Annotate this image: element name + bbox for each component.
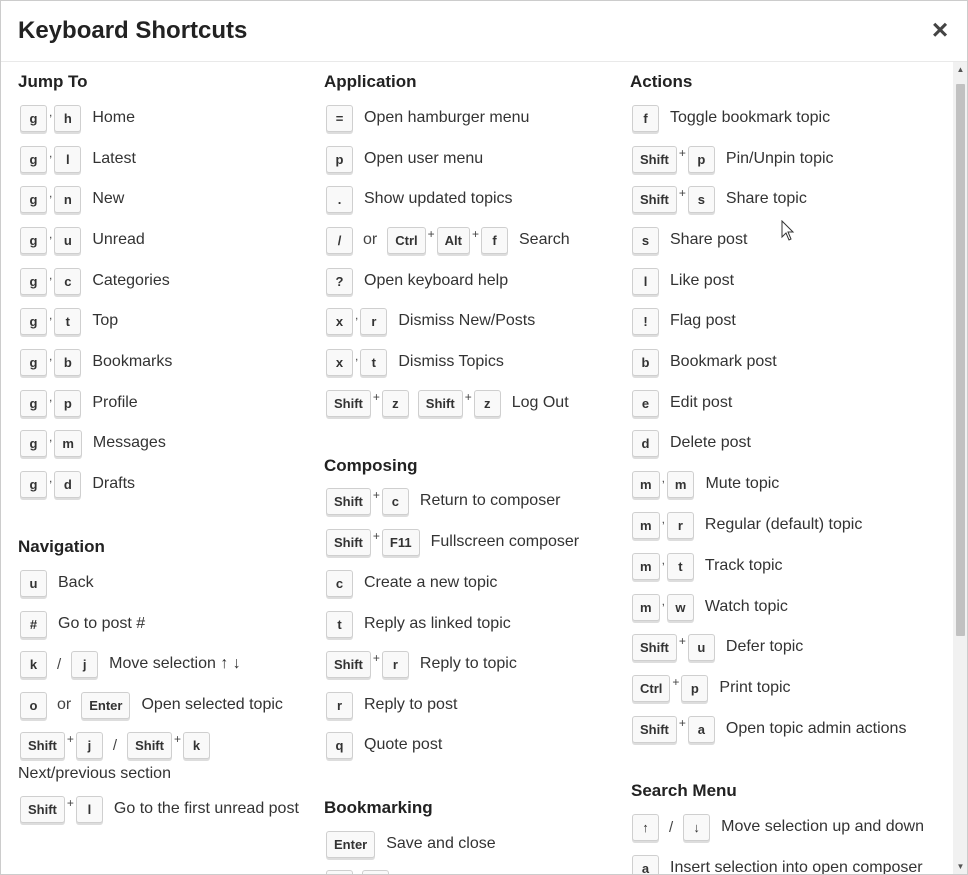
arrow-down-icon: ↓ <box>683 814 710 841</box>
key-cap: p <box>326 146 353 173</box>
section-title-navigation: Navigation <box>18 537 105 556</box>
shortcut-row <box>326 730 442 760</box>
key-cap: Enter <box>81 692 130 719</box>
shortcut-label: Drafts <box>92 475 136 492</box>
shortcut-row <box>326 649 517 679</box>
shortcut-label: Track topic <box>704 557 783 574</box>
or-separator: or <box>57 696 72 713</box>
shortcut-label: Defer topic <box>725 638 804 655</box>
shortcut-row <box>326 266 508 296</box>
scroll-down-arrow-icon[interactable]: ▼ <box>956 862 965 871</box>
key-cap: ! <box>632 308 659 335</box>
key-cap: . <box>326 186 353 213</box>
shortcut-label: Fullscreen composer <box>430 533 580 550</box>
key-cap: g <box>20 105 47 132</box>
plus-separator: + <box>678 186 686 200</box>
shortcut-row <box>632 592 788 622</box>
key-cap: f <box>632 105 659 132</box>
modal-title: Keyboard Shortcuts <box>18 17 248 44</box>
shortcut-label: Bookmark post <box>670 353 777 370</box>
modal-header <box>1 1 967 62</box>
shortcut-row <box>632 632 803 662</box>
shortcut-row <box>326 225 570 255</box>
key-cap: c <box>382 488 409 515</box>
shortcut-label: Log Out <box>511 394 569 411</box>
key-cap: l <box>632 268 659 295</box>
shortcut-label: Unread <box>92 231 145 248</box>
key-cap: r <box>382 651 409 678</box>
key-cap: # <box>20 611 47 638</box>
key-cap: Shift <box>418 390 463 417</box>
key-cap: m <box>667 471 695 498</box>
shortcut-label: Return to composer <box>419 492 561 509</box>
key-cap: x <box>326 349 353 376</box>
section-title-search-menu: Search Menu <box>631 781 737 800</box>
scroll-up-arrow-icon[interactable]: ▲ <box>956 65 965 74</box>
shortcut-row <box>20 568 94 598</box>
plus-separator: + <box>372 488 380 502</box>
shortcut-label: Profile <box>92 394 138 411</box>
shortcut-label: Quote post <box>364 736 443 753</box>
key-cap: d <box>632 430 659 457</box>
shortcut-row <box>632 853 923 875</box>
shortcut-label: Move selection up and down <box>721 818 924 835</box>
shortcut-label: Search <box>519 231 570 248</box>
key-cap: F11 <box>382 529 420 556</box>
comma-separator: , <box>661 553 665 567</box>
close-icon[interactable]: × <box>931 14 949 45</box>
key-cap: g <box>20 349 47 376</box>
shortcut-row <box>632 225 747 255</box>
shortcut-row <box>326 103 529 133</box>
comma-separator: , <box>49 308 53 322</box>
shortcut-row <box>326 184 513 214</box>
shortcut-label: Share topic <box>725 190 807 207</box>
shortcut-label: Toggle bookmark topic <box>670 109 831 126</box>
key-cap: = <box>326 105 353 132</box>
shortcut-label: Share post <box>670 231 748 248</box>
shortcut-label: Mute topic <box>705 475 780 492</box>
key-cap <box>326 870 353 875</box>
shortcut-label: Print topic <box>719 679 791 696</box>
key-cap: g <box>20 186 47 213</box>
shortcut-label: Open topic admin actions <box>725 720 907 737</box>
shortcut-row <box>632 673 791 703</box>
slash-separator: / <box>57 655 62 673</box>
key-cap: Shift <box>127 732 172 759</box>
section-title-bookmarking: Bookmarking <box>324 798 433 817</box>
key-cap: ? <box>326 268 353 295</box>
comma-separator: , <box>661 471 665 485</box>
key-cap: q <box>326 732 353 759</box>
shortcut-row <box>20 266 170 296</box>
arrow-up-icon: ↑ <box>632 814 659 841</box>
key-cap: Shift <box>632 146 677 173</box>
shortcut-label: Messages <box>92 434 166 451</box>
shortcut-row <box>632 144 834 174</box>
plus-separator: + <box>66 732 74 746</box>
plus-separator: + <box>372 651 380 665</box>
key-cap: b <box>54 349 81 376</box>
key-cap: Shift <box>326 529 371 556</box>
shortcut-label: Go to the first unread post <box>113 800 299 817</box>
key-cap: l <box>54 146 81 173</box>
shortcut-row <box>20 388 138 418</box>
shortcut-label: Open keyboard help <box>364 272 509 289</box>
key-cap: Enter <box>326 831 375 858</box>
shortcut-row <box>326 690 457 720</box>
key-cap: w <box>667 594 694 621</box>
section-title-jump-to: Jump To <box>18 72 88 91</box>
shortcut-row <box>632 184 807 214</box>
key-cap: / <box>326 227 353 254</box>
shortcut-label: Dismiss Topics <box>398 353 504 370</box>
plus-separator: + <box>678 146 686 160</box>
key-cap: p <box>688 146 715 173</box>
shortcut-row <box>632 469 779 499</box>
scrollbar-thumb[interactable] <box>956 84 965 636</box>
key-cap: b <box>632 349 659 376</box>
key-cap: Shift <box>326 488 371 515</box>
key-cap: x <box>326 308 353 335</box>
key-cap: g <box>20 430 47 457</box>
key-cap: m <box>632 594 660 621</box>
plus-separator: + <box>678 634 686 648</box>
shortcut-label: Open user menu <box>364 150 484 167</box>
comma-separator: , <box>49 105 53 119</box>
shortcut-label: New <box>92 190 125 207</box>
key-cap: m <box>54 430 82 457</box>
shortcut-label: Top <box>92 312 119 329</box>
plus-separator: + <box>678 716 686 730</box>
vertical-scrollbar[interactable] <box>953 62 968 875</box>
plus-separator: + <box>427 227 435 241</box>
shortcut-label: Delete post <box>670 434 751 451</box>
key-cap: a <box>688 716 715 743</box>
key-cap: m <box>632 512 660 539</box>
shortcut-row <box>632 347 777 377</box>
shortcut-label: Bookmarks <box>92 353 173 370</box>
shortcut-label: Go to post # <box>58 615 146 632</box>
shortcut-row <box>632 388 732 418</box>
shortcut-label: Move selection ↑ ↓ <box>109 655 241 672</box>
shortcut-row <box>632 510 862 540</box>
key-cap: g <box>20 308 47 335</box>
key-cap: j <box>76 732 103 759</box>
key-cap: j <box>71 651 98 678</box>
comma-separator: , <box>49 268 53 282</box>
comma-separator: , <box>49 146 53 160</box>
plus-separator: + <box>471 227 479 241</box>
shortcut-label: Show updated topics <box>364 190 513 207</box>
shortcut-row <box>20 144 136 174</box>
key-cap: c <box>54 268 81 295</box>
shortcut-label: Save and close <box>386 835 496 852</box>
shortcut-label: Insert selection into open composer <box>670 859 923 875</box>
shortcut-row <box>326 306 535 336</box>
plus-separator: + <box>66 796 74 810</box>
shortcut-row <box>632 306 736 336</box>
shortcut-row <box>20 306 118 336</box>
key-cap: t <box>667 553 694 580</box>
slash-separator: / <box>669 818 674 836</box>
key-cap: z <box>474 390 501 417</box>
key-cap: n <box>54 186 81 213</box>
comma-separator: , <box>49 227 53 241</box>
shortcut-label: Home <box>92 109 136 126</box>
key-cap: Alt <box>437 227 470 254</box>
key-cap: r <box>326 692 353 719</box>
shortcut-label: Latest <box>92 150 136 167</box>
key-cap: t <box>326 611 353 638</box>
shortcut-row <box>20 428 166 458</box>
key-cap: Shift <box>20 732 65 759</box>
comma-separator: , <box>661 594 665 608</box>
section-title-composing: Composing <box>324 456 418 475</box>
shortcut-label: Open hamburger menu <box>364 109 530 126</box>
shortcut-row <box>326 144 483 174</box>
key-cap: g <box>20 227 47 254</box>
shortcut-row <box>632 103 830 133</box>
shortcut-label: Reply to post <box>364 696 458 713</box>
shortcut-label: Reply to topic <box>419 655 517 672</box>
shortcut-row <box>20 469 135 499</box>
comma-separator: , <box>49 430 53 444</box>
shortcut-row <box>326 609 511 639</box>
comma-separator: , <box>49 390 53 404</box>
shortcut-row <box>632 266 734 296</box>
shortcut-row-partial <box>326 868 389 875</box>
key-cap: g <box>20 268 47 295</box>
plus-separator: + <box>173 732 181 746</box>
key-cap: k <box>183 732 210 759</box>
key-cap: u <box>688 634 715 661</box>
key-cap: u <box>20 570 47 597</box>
shortcut-row <box>326 829 496 859</box>
modal-body <box>1 62 953 875</box>
key-cap: a <box>632 855 659 875</box>
key-cap: l <box>76 796 103 823</box>
comma-separator: , <box>355 308 359 322</box>
key-cap: t <box>360 349 387 376</box>
key-cap: p <box>681 675 708 702</box>
key-cap: o <box>20 692 47 719</box>
key-cap: d <box>54 471 81 498</box>
comma-separator: , <box>661 512 665 526</box>
plus-separator: + <box>672 675 680 689</box>
shortcut-row <box>326 347 504 377</box>
plus-separator: + <box>372 529 380 543</box>
shortcut-row <box>326 527 579 557</box>
key-cap: e <box>632 390 659 417</box>
slash-separator: / <box>112 736 118 754</box>
shortcut-label: Reply as linked topic <box>364 615 511 632</box>
shortcut-label: Regular (default) topic <box>704 516 863 533</box>
shortcut-label: Watch topic <box>704 598 788 615</box>
shortcut-row <box>20 609 145 639</box>
key-cap <box>362 870 389 875</box>
key-cap: z <box>382 390 409 417</box>
shortcut-label: Open selected topic <box>141 696 283 713</box>
shortcut-label: Pin/Unpin topic <box>725 150 834 167</box>
comma-separator: , <box>49 471 53 485</box>
shortcut-row <box>326 568 497 598</box>
key-cap: s <box>632 227 659 254</box>
shortcut-row <box>632 714 906 744</box>
shortcut-label: Dismiss New/Posts <box>398 312 536 329</box>
key-cap: Ctrl <box>632 675 670 702</box>
key-cap: f <box>481 227 508 254</box>
shortcut-row <box>20 225 145 255</box>
section-title-actions: Actions <box>630 72 693 91</box>
plus-separator: + <box>464 390 472 404</box>
key-cap: c <box>326 570 353 597</box>
key-cap: Shift <box>632 634 677 661</box>
comma-separator: , <box>355 349 359 363</box>
key-cap: g <box>20 471 47 498</box>
key-cap: h <box>54 105 81 132</box>
comma-separator: , <box>49 349 53 363</box>
shortcut-row <box>20 690 283 720</box>
shortcut-label: Create a new topic <box>364 574 498 591</box>
key-cap: r <box>360 308 387 335</box>
key-cap: g <box>20 390 47 417</box>
key-cap: Ctrl <box>387 227 425 254</box>
plus-separator: + <box>372 390 380 404</box>
key-cap: p <box>54 390 81 417</box>
shortcut-label: Categories <box>92 272 170 289</box>
key-cap: k <box>20 651 47 678</box>
comma-separator: , <box>49 186 53 200</box>
key-cap: m <box>632 553 660 580</box>
shortcut-row <box>20 103 135 133</box>
key-cap: m <box>632 471 660 498</box>
key-cap: Shift <box>632 716 677 743</box>
shortcut-row <box>326 486 560 516</box>
shortcut-row <box>20 184 124 214</box>
key-cap: r <box>667 512 694 539</box>
key-cap: s <box>688 186 715 213</box>
shortcut-row <box>326 388 569 418</box>
key-cap: Shift <box>326 390 371 417</box>
shortcut-label: Back <box>58 574 94 591</box>
shortcut-label: Next/previous section <box>18 765 171 782</box>
or-separator: or <box>363 231 378 248</box>
shortcut-label: Flag post <box>670 312 736 329</box>
section-title-application: Application <box>324 72 417 91</box>
mouse-pointer-icon <box>781 220 795 242</box>
shortcut-row <box>20 347 172 377</box>
key-cap: Shift <box>632 186 677 213</box>
key-cap: t <box>54 308 81 335</box>
key-cap: u <box>54 227 81 254</box>
key-cap: Shift <box>20 796 65 823</box>
shortcut-row <box>20 730 210 760</box>
shortcut-row <box>632 551 783 581</box>
shortcut-label: Like post <box>670 272 735 289</box>
shortcut-row <box>20 794 299 824</box>
key-cap: Shift <box>326 651 371 678</box>
shortcut-label: Edit post <box>670 394 733 411</box>
shortcut-row <box>632 812 924 842</box>
shortcut-row <box>632 428 751 458</box>
key-cap: g <box>20 146 47 173</box>
shortcut-row <box>20 649 241 679</box>
